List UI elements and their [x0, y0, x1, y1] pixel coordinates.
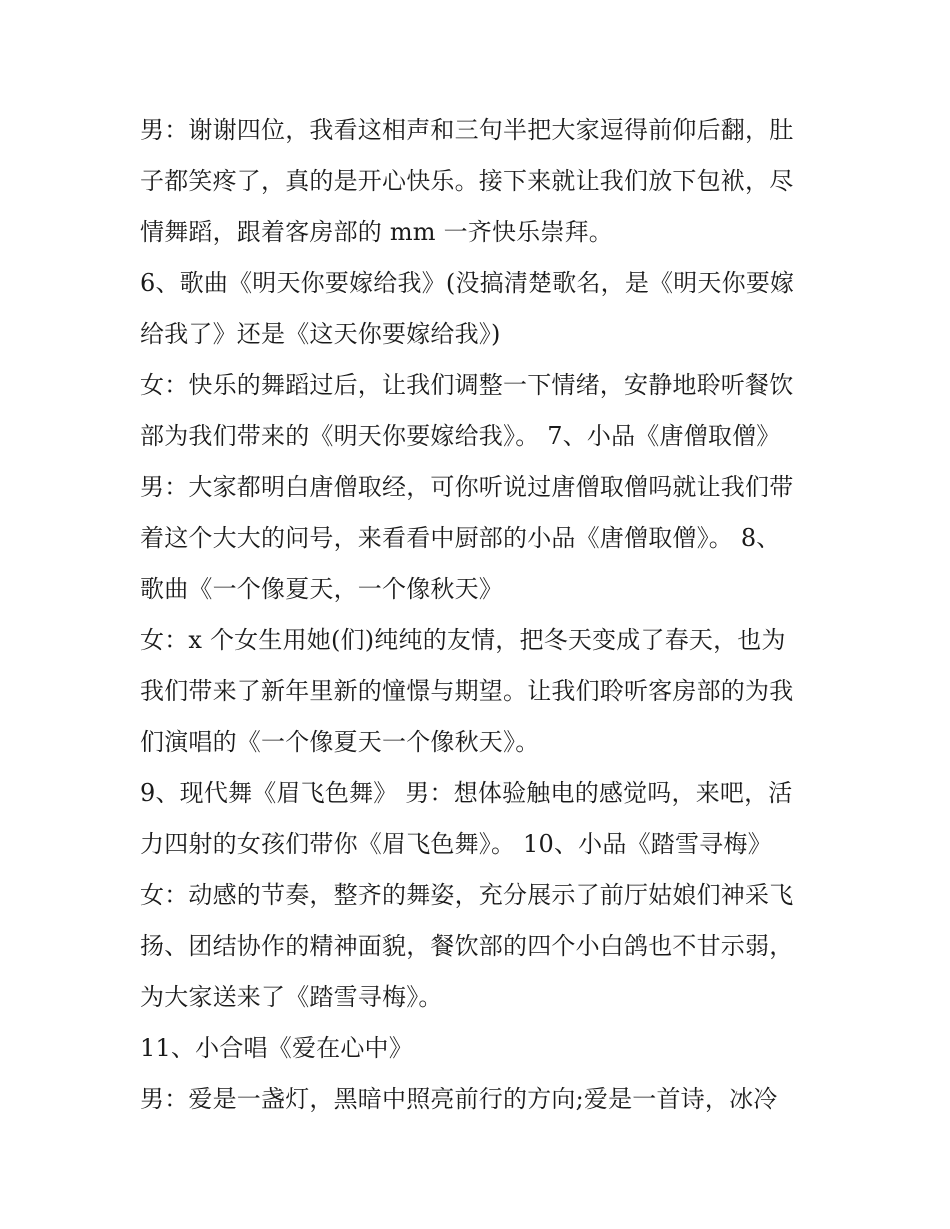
text-line: 情舞蹈，跟着客房部的 mm 一齐快乐崇拜。 — [140, 218, 613, 246]
text-line: 男：爱是一盏灯，黑暗中照亮前行的方向;爱是一首诗，冰冷 — [140, 1085, 778, 1113]
text-line: 我们带来了新年里新的憧憬与期望。让我们聆听客房部的为我 — [140, 677, 794, 705]
text-line: 为大家送来了《踏雪寻梅》。 — [140, 983, 443, 1011]
text-line: 子都笑疼了，真的是开心快乐。接下来就让我们放下包袱，尽 — [140, 167, 794, 195]
body-text — [140, 108, 820, 1128]
text-line: 歌曲《一个像夏天，一个像秋天》 — [140, 575, 503, 603]
text-line: 男：大家都明白唐僧取经，可你听说过唐僧取僧吗就让我们带 — [140, 473, 794, 501]
text-line: 11、小合唱《爱在心中》 — [140, 1034, 413, 1062]
text-line: 女：快乐的舞蹈过后，让我们调整一下情绪，安静地聆听餐饮 — [140, 371, 794, 399]
text-line: 女：动感的节奏，整齐的舞姿，充分展示了前厅姑娘们神采飞 — [140, 881, 794, 909]
text-line: 扬、团结协作的精神面貌，餐饮部的四个小白鸽也不甘示弱， — [140, 932, 794, 960]
text-line: 男：谢谢四位，我看这相声和三句半把大家逗得前仰后翻，肚 — [140, 116, 794, 144]
text-line: 们演唱的《一个像夏天一个像秋天》。 — [140, 728, 540, 756]
text-line: 着这个大大的问号，来看看中厨部的小品《唐僧取僧》。 8、 — [140, 524, 781, 552]
text-line: 给我了》还是《这天你要嫁给我》) — [140, 320, 501, 348]
text-line: 6、歌曲《明天你要嫁给我》(没搞清楚歌名，是《明天你要嫁 — [140, 269, 795, 297]
text-line: 女：x 个女生用她(们)纯纯的友情，把冬天变成了春天，也为 — [140, 626, 786, 654]
text-line: 力四射的女孩们带你《眉飞色舞》。 10、小品《踏雪寻梅》 — [140, 830, 772, 858]
text-line: 部为我们带来的《明天你要嫁给我》。 7、小品《唐僧取僧》 — [140, 422, 781, 450]
text-line: 9、现代舞《眉飞色舞》 男：想体验触电的感觉吗，来吧，活 — [140, 779, 793, 807]
